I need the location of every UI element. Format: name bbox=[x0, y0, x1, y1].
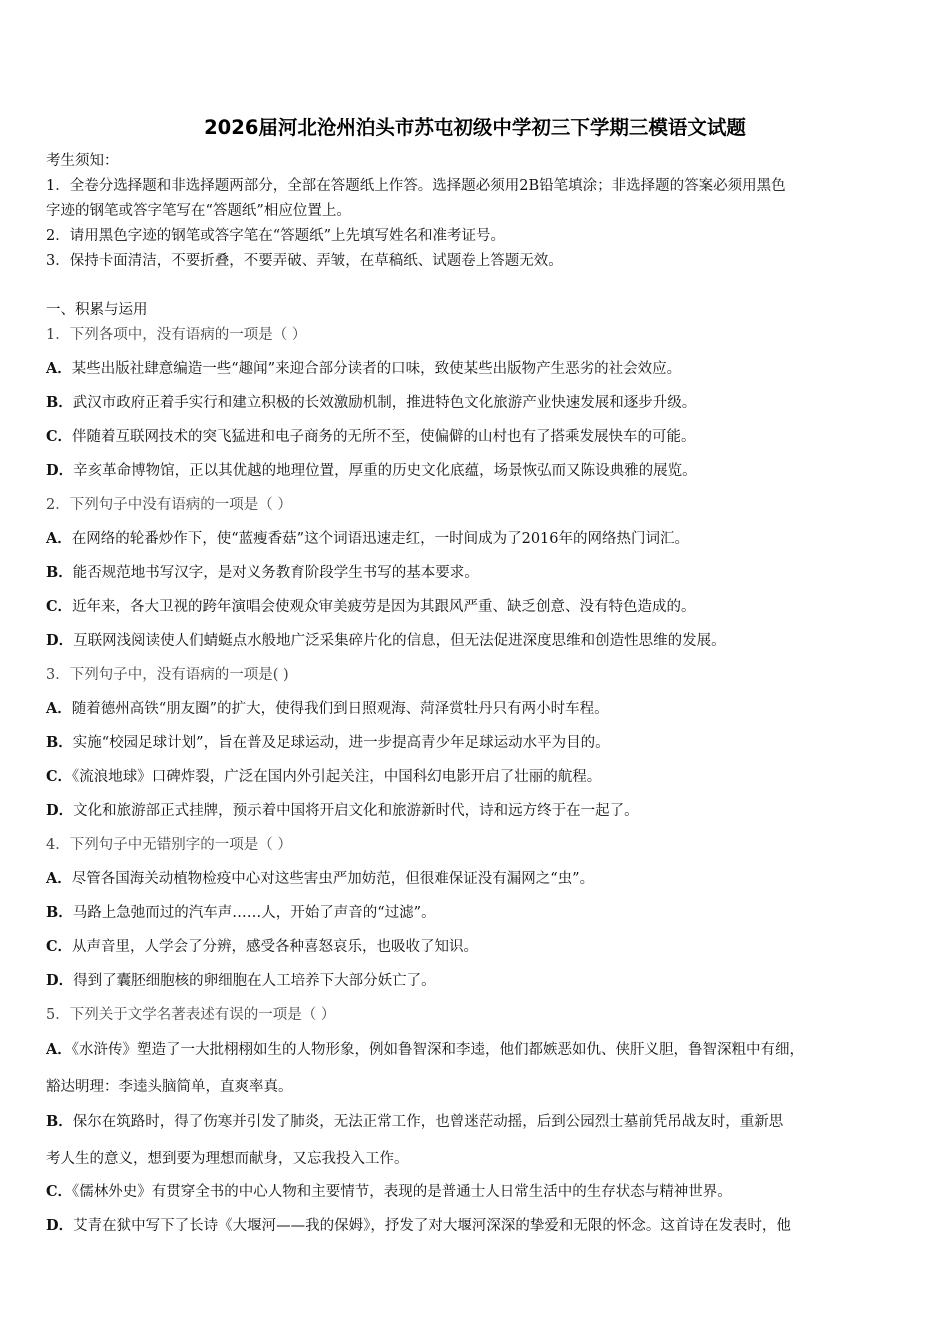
option-letter: D． bbox=[46, 462, 74, 479]
question-stem: 4．下列句子中无错别字的一项是（ ） bbox=[46, 837, 292, 853]
question-option bbox=[46, 631, 726, 651]
option-letter: B． bbox=[46, 904, 73, 921]
question-option bbox=[46, 937, 478, 957]
question-option bbox=[46, 563, 479, 583]
option-text: 文化和旅游部正式挂牌，预示着中国将开启文化和旅游新时代，诗和远方终于在一起了。 bbox=[73, 803, 639, 819]
option-text: 实施“校园足球计划”，旨在普及足球运动，进一步提高青少年足球运动水平为目的。 bbox=[72, 735, 610, 751]
option-text: 辛亥革命博物馆，正以其优越的地理位置，厚重的历史文化底蕴，场景恢弘而又陈设典雅的展览。 bbox=[73, 463, 697, 479]
question-option bbox=[46, 461, 697, 481]
notice-item: 字迹的钢笔或答字笔写在“答题纸”相应位置上。 bbox=[46, 203, 351, 219]
option-text: 《儒林外史》有贯穿全书的中心人物和主要情节，表现的是普通士人日常生活中的生存状态与精神世界。 bbox=[72, 1184, 732, 1200]
notice-item: 2．请用黑色字迹的钢笔或答字笔在“答题纸”上先填写姓名和准考证号。 bbox=[46, 228, 506, 244]
option-letter: B． bbox=[46, 564, 73, 581]
question-stem: 1．下列各项中，没有语病的一项是（ ） bbox=[46, 327, 307, 343]
option-text: 武汉市政府正着手实行和建立积极的长效激励机制，推进特色文化旅游产业快速发展和逐步升级。 bbox=[72, 395, 697, 411]
option-letter: B． bbox=[46, 734, 73, 751]
option-text: 艾青在狱中写下了长诗《大堰河——我的保姆》，抒发了对大堰河深深的挚爱和无限的怀念。这首诗在发表时，他 bbox=[73, 1218, 791, 1234]
option-continuation: 考人生的意义，想到要为理想而献身，又忘我投入工作。 bbox=[46, 1151, 409, 1167]
question-option bbox=[46, 427, 696, 447]
option-letter: A． bbox=[46, 700, 72, 717]
section-heading: 一、积累与运用 bbox=[46, 302, 148, 318]
option-letter: A． bbox=[46, 360, 72, 377]
option-text: 得到了囊胚细胞核的卵细胞在人工培养下大部分妖亡了。 bbox=[73, 973, 436, 989]
option-text: 保尔在筑路时，得了伤寒并引发了肺炎，无法正常工作，也曾迷茫动摇，后到公园烈士墓前凭吊战友时，重新思 bbox=[72, 1114, 784, 1130]
option-letter: C． bbox=[46, 768, 73, 785]
option-text: 近年来，各大卫视的跨年演唱会使观众审美疲劳是因为其跟风严重、缺乏创意、没有特色造成的。 bbox=[72, 599, 696, 615]
question-stem: 2．下列句子中没有语病的一项是（ ） bbox=[46, 497, 292, 513]
option-letter: A． bbox=[46, 530, 72, 547]
question-option bbox=[46, 1040, 804, 1060]
option-letter: C． bbox=[46, 938, 73, 955]
option-text: 在网络的轮番炒作下，使“蓝瘦香菇”这个词语迅速走红，一时间成为了2016年的网络热门词汇。 bbox=[71, 531, 689, 547]
option-letter: B． bbox=[46, 1113, 73, 1130]
option-text: 《流浪地球》口碑炸裂，广泛在国内外引起关注，中国科幻电影开启了壮丽的航程。 bbox=[72, 769, 602, 785]
option-text: 从声音里，人学会了分辨，感受各种喜怒哀乐，也吸收了知识。 bbox=[72, 939, 479, 955]
option-letter: D． bbox=[46, 632, 74, 649]
question-option bbox=[46, 529, 689, 549]
question-option bbox=[46, 801, 639, 821]
question-option bbox=[46, 971, 436, 991]
notice-item: 1．全卷分选择题和非选择题两部分，全部在答题纸上作答。选择题必须用2B铅笔填涂；非选择题的答案必须用黑色 bbox=[46, 178, 786, 194]
option-letter: A． bbox=[46, 870, 72, 887]
question-option bbox=[46, 1182, 732, 1202]
option-continuation: 豁达明理：李逵头脑简单，直爽率真。 bbox=[46, 1079, 293, 1095]
page-title: 2026届河北沧州泊头市苏屯初级中学初三下学期三模语文试题 bbox=[204, 116, 746, 139]
option-text: 能否规范地书写汉字，是对义务教育阶段学生书写的基本要求。 bbox=[72, 565, 479, 581]
notice-heading: 考生须知： bbox=[46, 153, 119, 169]
option-letter: D． bbox=[46, 972, 74, 989]
question-option bbox=[46, 903, 436, 923]
option-text: 马路上急弛而过的汽车声……人，开始了声音的“过滤”。 bbox=[72, 905, 436, 921]
question-option bbox=[46, 733, 610, 753]
question-stem: 5．下列关于文学名著表述有误的一项是（ ） bbox=[46, 1007, 336, 1023]
option-text: 随着德州高铁“朋友圈”的扩大，使得我们到日照观海、菏泽赏牡丹只有两小时车程。 bbox=[71, 701, 609, 717]
question-option bbox=[46, 1216, 791, 1236]
question-option bbox=[46, 869, 594, 889]
option-text: 《水浒传》塑造了一大批栩栩如生的人物形象，例如鲁智深和李逵，他们都嫉恶如仇、侠肝义胆，鲁智深粗中有细， bbox=[71, 1042, 805, 1058]
option-letter: C． bbox=[46, 598, 73, 615]
option-letter: A． bbox=[46, 1041, 72, 1058]
question-option bbox=[46, 359, 681, 379]
option-text: 某些出版社肆意编造一些“趣闻”来迎合部分读者的口味，致使某些出版物产生恶劣的社会效应。 bbox=[71, 361, 682, 377]
question-option bbox=[46, 597, 696, 617]
notice-item: 3．保持卡面清洁，不要折叠，不要弄破、弄皱，在草稿纸、试题卷上答题无效。 bbox=[46, 253, 563, 269]
option-letter: C． bbox=[46, 1183, 73, 1200]
option-letter: D． bbox=[46, 1217, 74, 1234]
option-text: 互联网浅阅读使人们蜻蜓点水般地广泛采集碎片化的信息，但无法促进深度思维和创造性思维的发展。 bbox=[73, 633, 726, 649]
option-letter: D． bbox=[46, 802, 74, 819]
option-letter: C． bbox=[46, 428, 73, 445]
question-option bbox=[46, 699, 609, 719]
option-letter: B． bbox=[46, 394, 73, 411]
option-text: 尽管各国海关动植物检疫中心对这些害虫严加妨范，但很难保证没有漏网之“虫”。 bbox=[71, 871, 595, 887]
question-stem: 3．下列句子中，没有语病的一项是( ) bbox=[46, 667, 289, 683]
question-option bbox=[46, 1112, 783, 1132]
question-option bbox=[46, 393, 696, 413]
option-text: 伴随着互联网技术的突飞猛进和电子商务的无所不至，使偏僻的山村也有了搭乘发展快车的可能。 bbox=[72, 429, 696, 445]
question-option bbox=[46, 767, 601, 787]
